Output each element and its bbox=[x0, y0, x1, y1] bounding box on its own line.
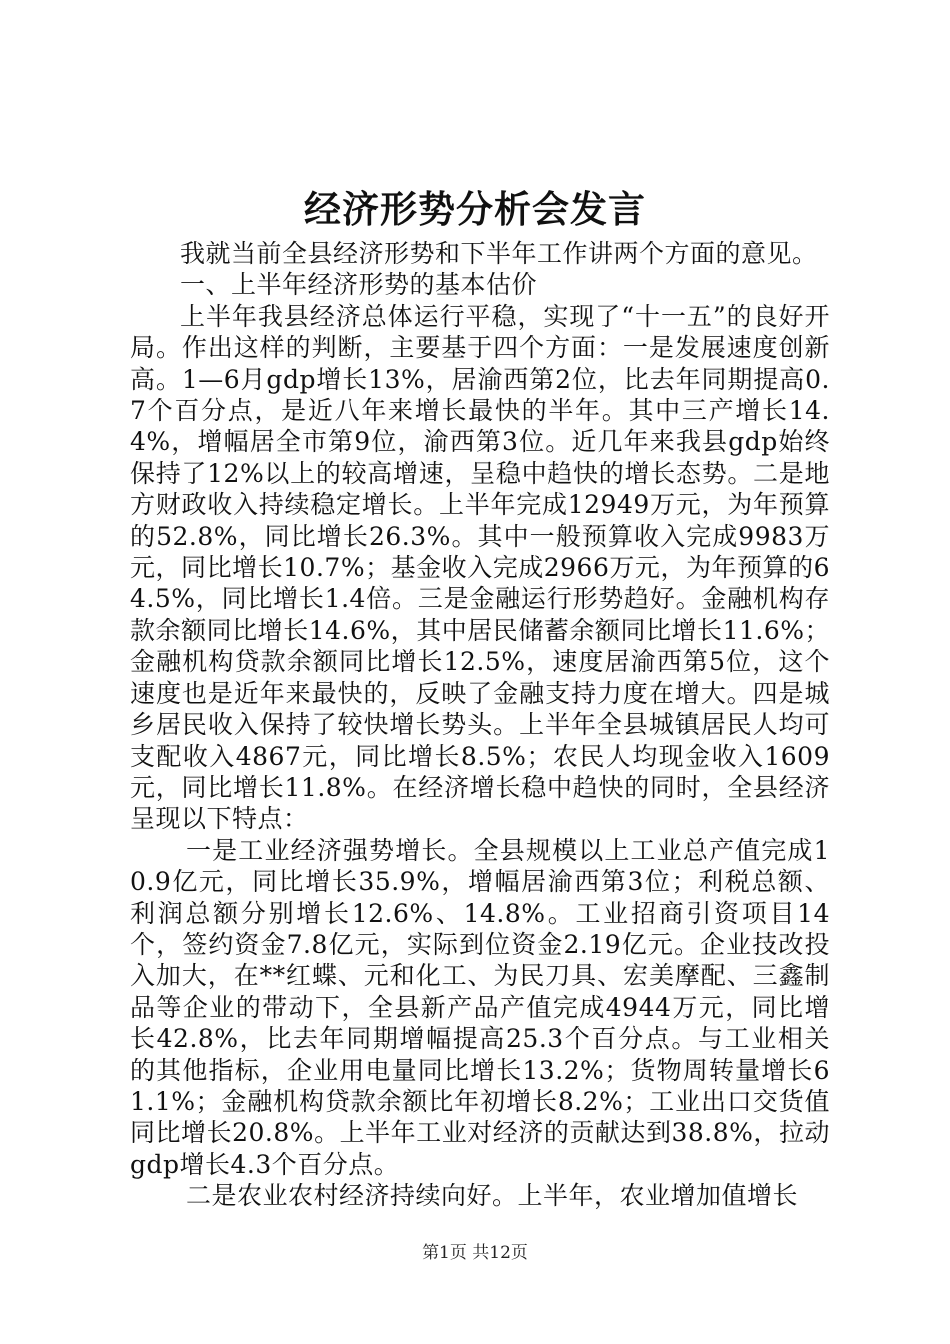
page-number: 第1页 bbox=[422, 1243, 467, 1263]
document-title: 经济形势分析会发言 bbox=[304, 187, 646, 231]
body-paragraph-1: 上半年我县经济总体运行平稳，实现了“十一五”的良好开局。作出这样的判断，主要基于四个方面：一是发展速度创新高。1—6月gdp增长13%，居渝西第2位，比去年同期提高0.7个百分点，是近八年来增长最快的半年。其中三产增长14.4%，增幅居全市第9位，渝西第3位。近几年来我县gdp始终保持了12%以上的较高增速，呈稳中趋快的增长态势。二是地方财政收入持续稳定增长。上半年完成12949万元，为年预算的52.8%，同比增长26.3%。其中一般预算收入完成9983万元，同比增长10.7%；基金收入完成2966万元，为年预算的64.5%，同比增长1.4倍。三是金融运行形势趋好。金融机构存款余额同比增长14.6%，其中居民储蓄余额同比增长11.6%；金融机构贷款余额同比增长12.5%，速度居渝西第5位，这个速度也是近年来最快的，反映了金融支持力度在增大。四是城乡居民收入保持了较快增长势头。上半年全县城镇居民人均可支配收入4867元，同比增长8.5%；农民人均现金收入1609元，同比增长11.8%。在经济增长稳中趋快的同时，全县经济呈现以下特点： bbox=[130, 301, 830, 834]
body-paragraph-2: 一是工业经济强势增长。全县规模以上工业总产值完成10.9亿元，同比增长35.9%，增幅居渝西第3位；利税总额、利润总额分别增长12.6%、14.8%。工业招商引资项目14个，签约资金7.8亿元，实际到位资金2.19亿元。企业技改投入加大，在**红蝶、元和化工、为民刀具、宏美摩配、三鑫制品等企业的带动下，全县新产品产值完成4944万元，同比增长42.8%，比去年同期增幅提高25.3个百分点。与工业相关的其他指标，企业用电量同比增长13.2%；货物周转量增长61.1%；金融机构贷款余额比年初增长8.2%；工业出口交货值同比增长20.8%。上半年工业对经济的贡献达到38.8%，拉动gdp增长4.3个百分点。 bbox=[130, 835, 830, 1179]
intro-paragraph: 我就当前全县经济形势和下半年工作讲两个方面的意见。 bbox=[180, 239, 818, 268]
section-heading: 一、上半年经济形势的基本估价 bbox=[180, 270, 538, 300]
page-total: 共12页 bbox=[472, 1243, 528, 1263]
page-footer bbox=[0, 1242, 950, 1264]
document-body bbox=[130, 238, 830, 1212]
body-paragraph-3: 二是农业农村经济持续向好。上半年，农业增加值增长 bbox=[186, 1181, 799, 1211]
